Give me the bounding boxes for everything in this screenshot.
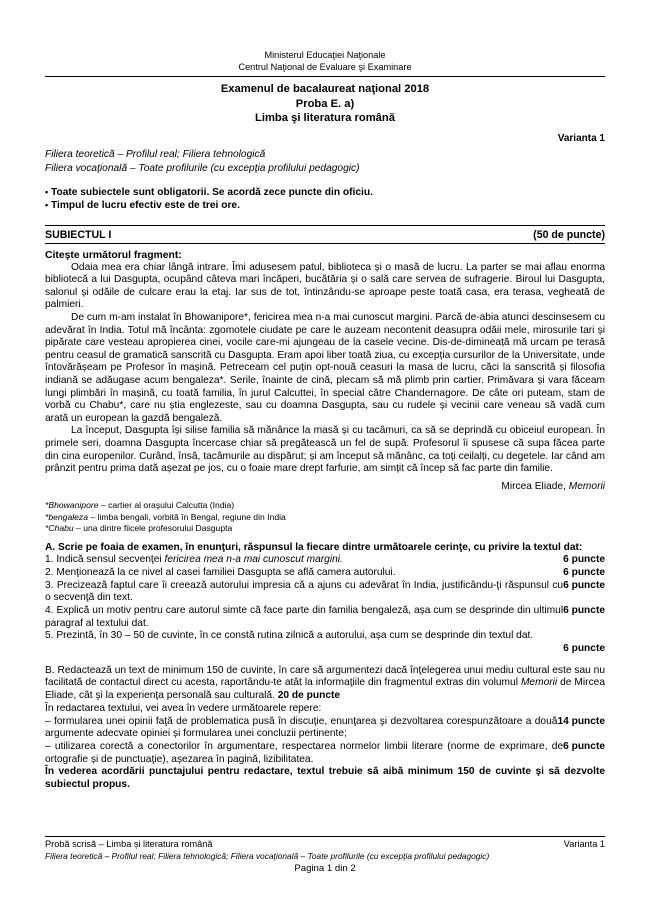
footer-page-number: Pagina 1 din 2 bbox=[294, 863, 356, 874]
exam-title-line-3: Limba şi literatura română bbox=[255, 112, 395, 124]
instruction-text-1: Toate subiectele sunt obligatorii. Se acordă zece puncte din oficiu. bbox=[51, 186, 373, 198]
part-b-criteria-intro: În redactarea textului, vei avea în vedere următoarele repere: bbox=[45, 702, 322, 714]
fragment-paragraph-3: La început, Dasgupta își silise familia să mănânce la masă și cu tacâmuri, ca să se deprindă cu obiceiul european. În primele seri, doamna Dasgupta încercase chiar să pregătească un fel de supă. Profesorul îi spusese că supa făcea parte din cina europenilor. Curând, însă, tacâmurile au dispărut; și am început să mănânc, ca toți ceilalți, cu degetele. Iar când am prânzit pentru prima dată așezat pe jos, cu o foaie mare drept farfurie, am simțit că încep să fac parte din familie. bbox=[45, 425, 605, 475]
ministry-line-2: Centrul Naţional de Evaluare şi Examinare bbox=[238, 61, 412, 72]
part-b-points: 20 de puncte bbox=[277, 690, 341, 702]
exam-instructions bbox=[45, 186, 605, 213]
part-b-criterion-2 bbox=[45, 741, 605, 766]
subject-points: (50 de puncte) bbox=[533, 228, 605, 241]
instruction-item-1 bbox=[45, 186, 605, 199]
part-a-item-1-quote: fericirea mea n-a mai cunoscut margini. bbox=[164, 554, 343, 566]
footnote-1-definition: – cartier al oraşului Calcutta (India) bbox=[98, 500, 235, 511]
filiera-line-1: Filiera teoretică – Profilul real; Filiera tehnologică bbox=[45, 149, 266, 161]
document-content bbox=[45, 0, 605, 792]
part-b-criterion-2-text: – utilizarea corectă a conectorilor în argumentare, respectarea normelor limbii literare (norme de exprimare, de ortografie și de punctuaţie), așezarea în pagină, lizibilitatea. bbox=[45, 740, 564, 765]
part-b-text-post: de Mircea Eliade, cât şi la experienţa personală sau culturală. bbox=[45, 677, 605, 702]
part-b-criterion-2-points: 6 puncte bbox=[563, 740, 605, 752]
part-a-item-2-points: 6 puncte bbox=[563, 566, 605, 578]
part-a-item-1-text: 1. Indică sensul secvenţei bbox=[45, 554, 165, 566]
part-a-item-3-text: 3. Precizează faptul care îi creează autorului impresia că a ajuns cu adevărat în India, justificându-ţi răspunsul cu o secvenţă din text. bbox=[45, 579, 564, 604]
page-footer bbox=[45, 836, 605, 875]
footnote-3-term: *Chabu bbox=[45, 523, 74, 534]
part-a-item-5-points: 6 puncte bbox=[563, 643, 605, 655]
footer-variant: Varianta 1 bbox=[563, 839, 605, 850]
footnote-2 bbox=[45, 512, 605, 523]
ministry-header bbox=[45, 0, 605, 73]
part-a-item-4-points: 6 puncte bbox=[563, 604, 605, 616]
subject-label: SUBIECTUL I bbox=[45, 228, 112, 241]
part-a-item-4-text: 4. Explică un motiv pentru care autorul simte că face parte din familia bengaleză, așa cum se desprinde din ultimul paragraf al textului dat. bbox=[45, 604, 564, 629]
filiera-line-2: Filiera vocaţională – Toate profilurile (cu excepţia profilului pedagogic) bbox=[45, 162, 360, 174]
exam-title-line-1: Examenul de bacalaureat naţional 2018 bbox=[220, 83, 430, 96]
part-b-work-title: Memorii bbox=[520, 677, 558, 689]
part-a-heading: A. Scrie pe foaia de examen, în enunţuri, răspunsul la fiecare dintre următoarele cerinţe, cu privire la textul dat: bbox=[45, 541, 583, 553]
part-b-criterion-1-text: – formularea unei opinii faţă de problematica pusă în discuţie, enunţarea şi dezvoltarea corespunzătoare a două argumente adecvate opiniei și formularea unei concluzii pertinente; bbox=[45, 715, 558, 740]
exam-title bbox=[45, 82, 605, 125]
footnote-3 bbox=[45, 523, 605, 534]
bullet-icon: • bbox=[45, 200, 49, 211]
ministry-line-1: Ministerul Educaţiei Naţionale bbox=[264, 50, 386, 60]
fragment-footnotes bbox=[45, 500, 605, 534]
part-a-item-2-text: 2. Menţionează la ce nivel al casei familiei Dasgupta se află camera autorului. bbox=[45, 566, 396, 578]
part-a-item-2 bbox=[45, 567, 605, 580]
part-b-criterion-1 bbox=[45, 716, 605, 741]
subject-heading-bar bbox=[45, 225, 605, 244]
header-divider bbox=[45, 76, 605, 77]
part-a-item-5 bbox=[45, 630, 605, 643]
fragment-instruction: Citeşte următorul fragment: bbox=[45, 249, 182, 261]
footer-main-row bbox=[45, 839, 605, 851]
bullet-icon: • bbox=[45, 186, 49, 197]
part-b-final-note: În vederea acordării punctajului pentru redactare, textul trebuie să aibă minimum 150 de cuvinte şi să dezvolte subiectul propus. bbox=[45, 766, 605, 791]
part-a-item-3-points: 6 puncte bbox=[563, 579, 605, 591]
fragment-paragraph-2: De cum m-am instalat în Bhowanipore*, fericirea mea n-a mai cunoscut margini. Parcă de-abia atunci descinsesem cu adevărat în India. Totul mă încânta: zgomotele ciudate pe care le auzeam necontenit deasupra odăii mele, mirosurile tari și pipărate care vesteau apropierea cinei, vocile care-mi ajungeau de la casele vecine. Dis-de-dimineață mă urcam pe terasă pentru ceasul de gramatică sanscrită cu Dasgupta. Eram apoi liber toată ziua, cu excepția cursurilor de la Universitate, unde întovărășeam pe Profesor în mașină. Petreceam cel puțin opt-nouă ceasuri la masa de lucru, căci la sanscrită și filosofia indiană se adăugase acum bengaleza*. Serile, înainte de cină, plecam să mă plimb prin cartier. Primăvara și vara făceam lungi plimbări în mașină, cu toată familia, în jurul Calcuttei, în special către Chandernagore. De câte ori puteam, stam de vorbă cu Chabu*, care nu știa englezeste, sau cu doamna Dasgupta, sau cu rudele și vecinii care veneau să vadă cum arată un european la gazdă bengaleză. bbox=[45, 312, 605, 424]
author-name: Mircea Eliade, bbox=[501, 480, 566, 492]
fragment-attribution bbox=[45, 481, 605, 494]
fragment-paragraph-1: Odaia mea era chiar lângă intrare. Îmi adusesem patul, biblioteca și o masă de lucru. La parter se mai aflau enorma bibliotecă a lui Dasgupta, ocupând câteva mari încăperi, bucătăria și o sală care servea de sufragerie. Biroul lui Dasgupta, salonul și odăile de culcare erau la etaj. Iar sus de tot, întinzându-se aproape peste toată casa, era terasa, vegheată de palmieri. bbox=[45, 261, 605, 311]
footer-exam-name: Probă scrisă – Limba și literatura română bbox=[45, 839, 213, 850]
part-a-item-5-text: 5. Prezintă, în 30 – 50 de cuvinte, în ce constă rutina zilnică a autorului, așa cum se desprinde din textul dat. bbox=[45, 630, 534, 642]
footnote-2-term: *bengaleza bbox=[45, 511, 89, 522]
filiera-block bbox=[45, 148, 605, 174]
footnote-1-term: *Bhowanipore bbox=[45, 500, 99, 511]
part-a-item-1 bbox=[45, 554, 605, 567]
part-a-item-3 bbox=[45, 580, 605, 605]
part-b-text-pre: B. Redactează un text de minimum 150 de cuvinte, în care să argumentezi dacă înţelegerea unui mediu cultural este sau nu facilitată de contactul direct cu acesta, raportându-te atât la informaţiile din fragmentul extras din volumul bbox=[45, 664, 605, 689]
footer-filiera: Filiera teoretică – Profilul real; Filiera tehnologică; Filiera vocaţională – Toate profilurile (cu excepţia profilului pedagogic) bbox=[45, 851, 490, 861]
instruction-text-2: Timpul de lucru efectiv este de trei ore. bbox=[51, 200, 240, 212]
footnote-3-definition: – una dintre fiicele profesorului Dasgupta bbox=[73, 523, 233, 534]
footnote-2-definition: – limba bengali, vorbită în Bengal, regiune din India bbox=[88, 511, 286, 522]
footnote-1 bbox=[45, 500, 605, 511]
variant-label: Varianta 1 bbox=[557, 133, 605, 145]
work-title: Memorii bbox=[568, 480, 605, 492]
exam-title-line-2: Proba E. a) bbox=[295, 97, 355, 110]
part-b-task bbox=[45, 665, 605, 703]
part-a-item-4 bbox=[45, 605, 605, 630]
instruction-item-2 bbox=[45, 199, 605, 212]
part-b-criterion-1-points: 14 puncte bbox=[557, 715, 605, 727]
part-a-item-1-points: 6 puncte bbox=[563, 554, 605, 566]
